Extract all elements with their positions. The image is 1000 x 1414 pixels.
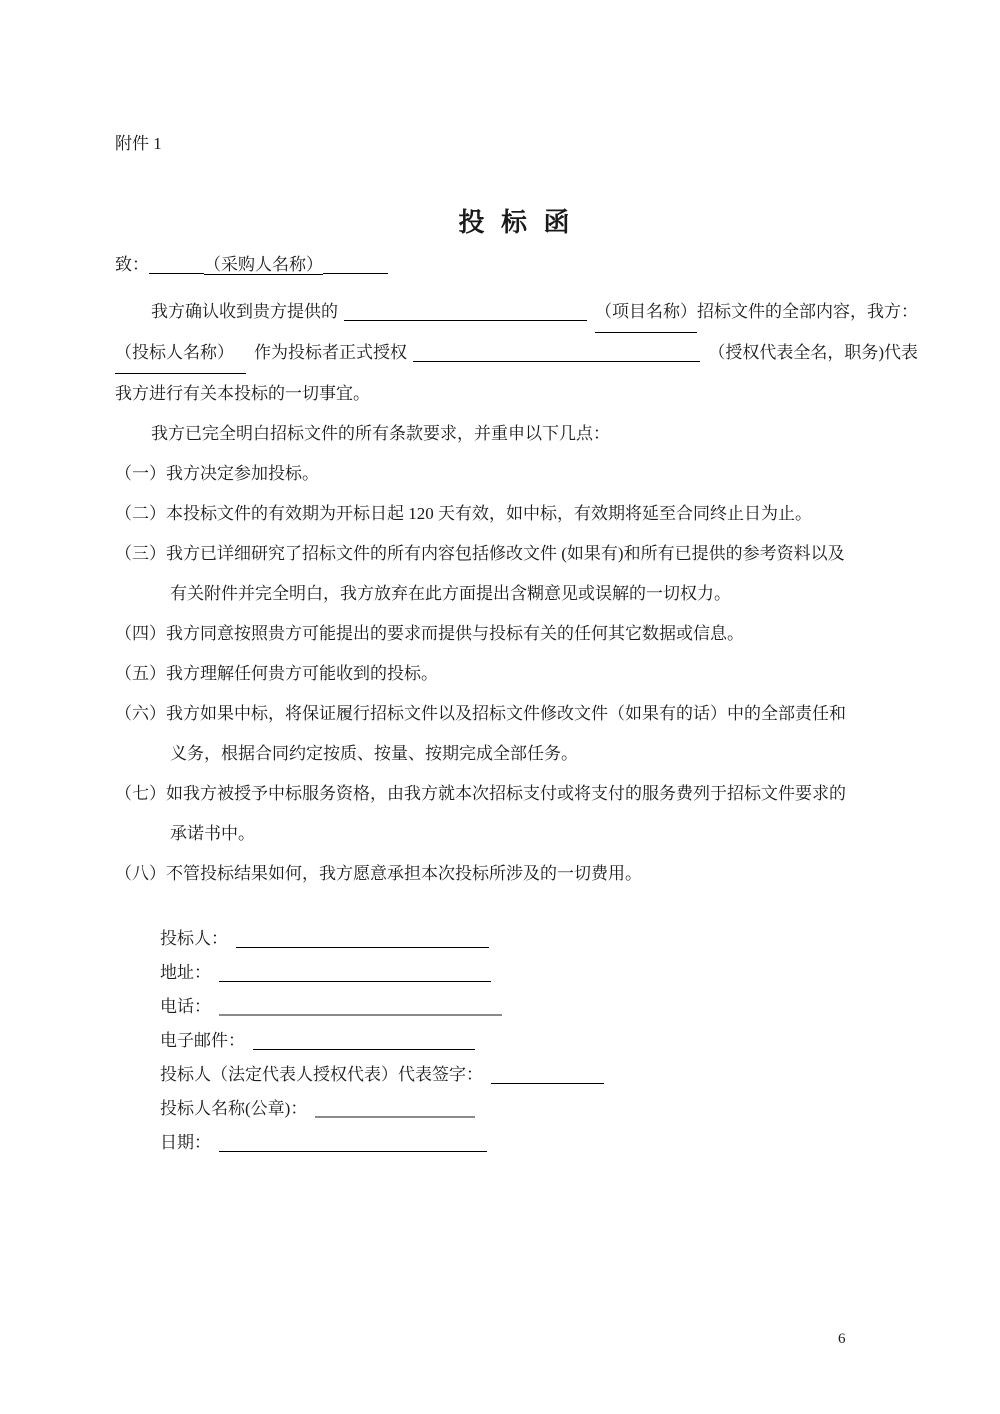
attachment-label: 附件 1 (115, 134, 162, 153)
email-label: 电子邮件： (160, 1031, 245, 1050)
date-label: 日期： (160, 1133, 211, 1152)
blank-underline (323, 269, 388, 274)
representative-signature-label: 投标人（法定代表人授权代表）代表签字： (160, 1065, 483, 1084)
intro-line-1 (115, 292, 918, 333)
address-blank-underline (219, 977, 491, 982)
date-field (160, 1126, 918, 1160)
email-field (160, 1024, 918, 1058)
item-text: 如我方被授予中标服务资格，由我方就本次招标支付或将支付的服务费列于招标文件要求的 (166, 784, 846, 803)
list-item-2 (115, 494, 918, 534)
item-text-continuation: 承诺书中。 (170, 824, 255, 843)
phone-label: 电话： (160, 997, 211, 1016)
restate-line: 我方已完全明白招标文件的所有条款要求，并重申以下几点： (151, 424, 610, 443)
intro-line-3: 我方进行有关本投标的一切事宜。 (115, 384, 370, 403)
list-item-7 (115, 774, 918, 854)
phone-field (160, 990, 918, 1024)
bidder-field (160, 922, 918, 956)
page-number: 6 (838, 1331, 846, 1347)
body-text (115, 292, 918, 894)
authorized-rep-hint: （授权代表全名，职务)代表 (708, 343, 918, 362)
address-label: 地址： (160, 963, 211, 982)
document-content (115, 0, 918, 1160)
email-blank-underline (253, 1045, 475, 1050)
blank-underline (344, 320, 587, 321)
representative-signature-field (160, 1058, 918, 1092)
item-number: （一） (115, 464, 166, 483)
company-seal-label: 投标人名称(公章)： (160, 1099, 308, 1118)
item-text: 我方理解任何贵方可能收到的投标。 (166, 664, 438, 683)
document-title: 投 标 函 (458, 208, 575, 237)
item-number: （四） (115, 624, 166, 643)
intro-line-1-tail: 招标文件的全部内容，我方： (697, 302, 918, 321)
item-text-continuation: 有关附件并完全明白，我方放弃在此方面提出含糊意见或误解的一切权力。 (170, 584, 731, 603)
project-name-hint: （项目名称） (595, 292, 697, 333)
item-text-continuation: 义务，根据合同约定按质、按量、按期完成全部任务。 (170, 744, 578, 763)
bidder-label: 投标人： (160, 929, 228, 948)
phone-blank-underline (219, 1010, 502, 1016)
intro-line-2-mid: 作为投标者正式授权 (254, 343, 407, 362)
salutation-prefix: 致： (115, 255, 149, 274)
item-text: 本投标文件的有效期为开标日起 120 天有效，如中标，有效期将延至合同终止日为止。 (166, 504, 812, 523)
list-item-4 (115, 614, 918, 654)
item-number: （七） (115, 784, 166, 803)
address-field (160, 956, 918, 990)
intro-line-1-lead: 我方确认收到贵方提供的 (151, 302, 338, 321)
signature-block (160, 922, 918, 1160)
list-item-8 (115, 854, 918, 894)
blank-underline (149, 269, 204, 274)
item-text: 我方决定参加投标。 (166, 464, 319, 483)
item-number: （五） (115, 664, 166, 683)
list-item-6 (115, 694, 918, 774)
list-item-5 (115, 654, 918, 694)
intro-line-2 (115, 333, 918, 374)
purchaser-name-hint: （采购人名称） (204, 255, 323, 274)
item-text: 我方如果中标，将保证履行招标文件以及招标文件修改文件（如果有的话）中的全部责任和 (166, 704, 846, 723)
item-text: 我方同意按照贵方可能提出的要求而提供与投标有关的任何其它数据或信息。 (166, 624, 744, 643)
company-seal-field (160, 1092, 918, 1126)
bidder-name-hint: （投标人名称） (115, 333, 246, 374)
item-number: （六） (115, 704, 166, 723)
signature-blank-underline (491, 1079, 604, 1084)
item-text: 我方已详细研究了招标文件的所有内容包括修改文件 (如果有)和所有已提供的参考资料以及 (166, 544, 845, 563)
list-item-1 (115, 454, 918, 494)
item-text: 不管投标结果如何，我方愿意承担本次投标所涉及的一切费用。 (166, 864, 642, 883)
list-item-3 (115, 534, 918, 614)
bidder-blank-underline (236, 943, 489, 948)
item-number: （二） (115, 504, 166, 523)
salutation-line (115, 250, 918, 280)
seal-blank-underline (315, 1112, 475, 1118)
date-blank-underline (219, 1147, 487, 1152)
item-number: （三） (115, 544, 166, 563)
item-number: （八） (115, 864, 166, 883)
blank-underline (413, 361, 700, 362)
